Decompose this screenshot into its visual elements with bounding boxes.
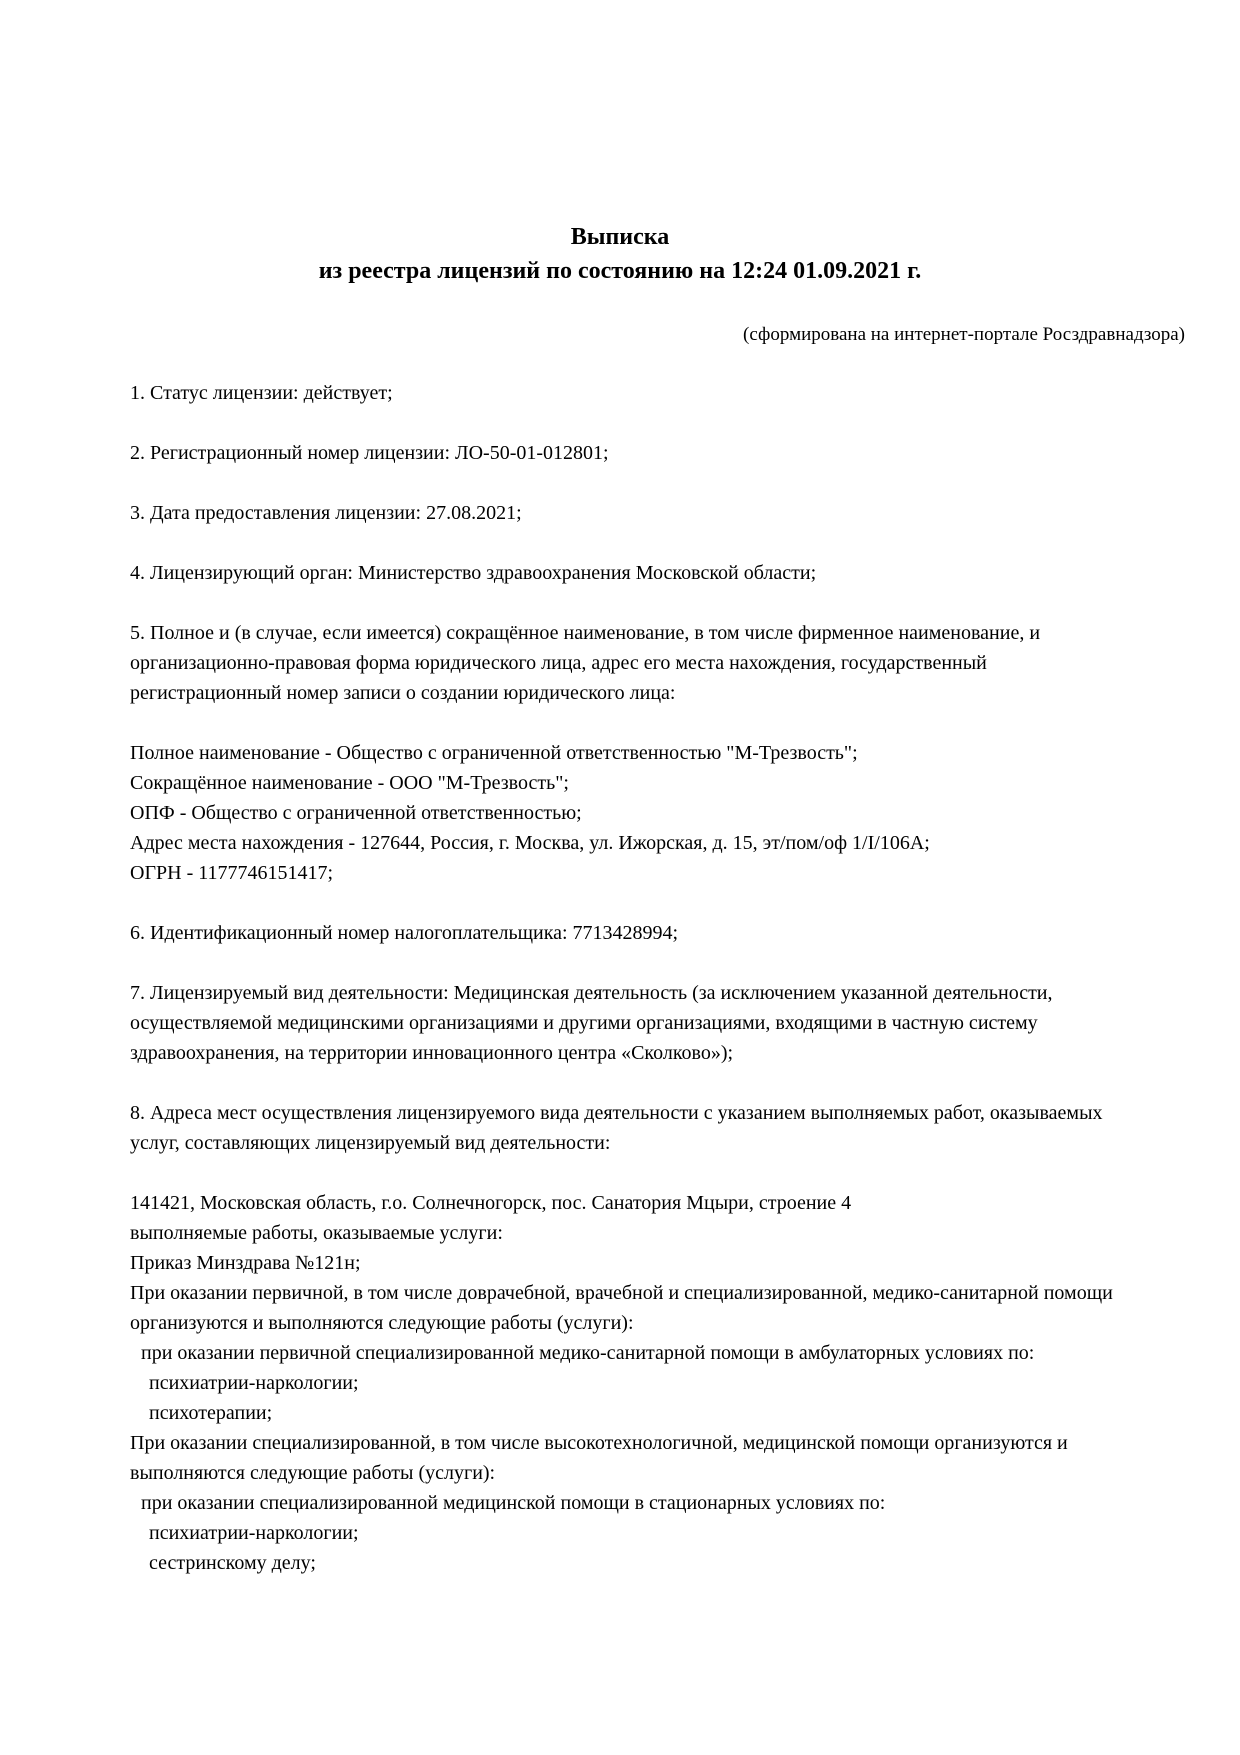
document-paragraph: 2. Регистрационный номер лицензии: ЛО-50-01-012801; xyxy=(130,442,609,464)
document-paragraph: ОПФ - Общество с ограниченной ответственностью; xyxy=(130,802,582,824)
document-subtitle: (сформирована на интернет-портале Росздравнадзора) xyxy=(743,324,1185,345)
document-paragraph: При оказании специализированной, в том числе высокотехнологичной, медицинской помощи организуются и выполняются следующие работы (услуги): xyxy=(130,1432,1073,1484)
document-paragraph: 7. Лицензируемый вид деятельности: Медицинская деятельность (за исключением указанной деятельности, осуществляемой медицинскими организациями и другими организациями, входящими в частную систему здравоохранения, на территории инновационного центра «Сколково»); xyxy=(130,982,1058,1064)
document-paragraph: Приказ Минздрава №121н; xyxy=(130,1252,361,1274)
title-line-1: Выписка xyxy=(570,224,670,250)
document-paragraph: 3. Дата предоставления лицензии: 27.08.2021; xyxy=(130,502,522,524)
document-paragraph: 141421, Московская область, г.о. Солнечногорск, пос. Санатория Мцыри, строение 4 xyxy=(130,1192,852,1214)
document-paragraph: 8. Адреса мест осуществления лицензируемого вида деятельности с указанием выполняемых работ, оказываемых услуг, составляющих лицензируемый вид деятельности: xyxy=(130,1102,1108,1154)
document-paragraph: 6. Идентификационный номер налогоплательщика: 7713428994; xyxy=(130,922,679,944)
document-body xyxy=(0,378,1240,1578)
document-paragraph: Сокращённое наименование - ООО "М-Трезвость"; xyxy=(130,772,569,794)
document-paragraph: психиатрии-наркологии; xyxy=(149,1522,359,1544)
document-paragraph: выполняемые работы, оказываемые услуги: xyxy=(130,1222,503,1244)
document-paragraph: При оказании первичной, в том числе доврачебной, врачебной и специализированной, медико-санитарной помощи организуются и выполняются следующие работы (услуги): xyxy=(130,1282,1118,1334)
document-paragraph: ОГРН - 1177746151417; xyxy=(130,862,334,884)
title-line-2: из реестра лицензий по состоянию на 12:24 01.09.2021 г. xyxy=(318,258,922,284)
document-paragraph: при оказании первичной специализированной медико-санитарной помощи в амбулаторных условиях по: xyxy=(141,1342,1035,1364)
document-paragraph: сестринскому делу; xyxy=(149,1552,316,1574)
document-paragraph: психотерапии; xyxy=(149,1402,273,1424)
document-title xyxy=(0,220,1240,288)
document-paragraph: 4. Лицензирующий орган: Министерство здравоохранения Московской области; xyxy=(130,562,817,584)
document-paragraph: Полное наименование - Общество с ограниченной ответственностью "М-Трезвость"; xyxy=(130,742,858,764)
document-paragraph: 1. Статус лицензии: действует; xyxy=(130,382,393,404)
document-paragraph: 5. Полное и (в случае, если имеется) сокращённое наименование, в том числе фирменное наименование, и организационно-правовая форма юридического лица, адрес его места нахождения, государственный регистрационный номер записи о создании юридического лица: xyxy=(130,622,1046,704)
document-paragraph: Адрес места нахождения - 127644, Россия, г. Москва, ул. Ижорская, д. 15, эт/пом/оф 1/I/106А; xyxy=(130,832,930,854)
document-paragraph: при оказании специализированной медицинской помощи в стационарных условиях по: xyxy=(141,1492,886,1514)
document-paragraph: психиатрии-наркологии; xyxy=(149,1372,359,1394)
